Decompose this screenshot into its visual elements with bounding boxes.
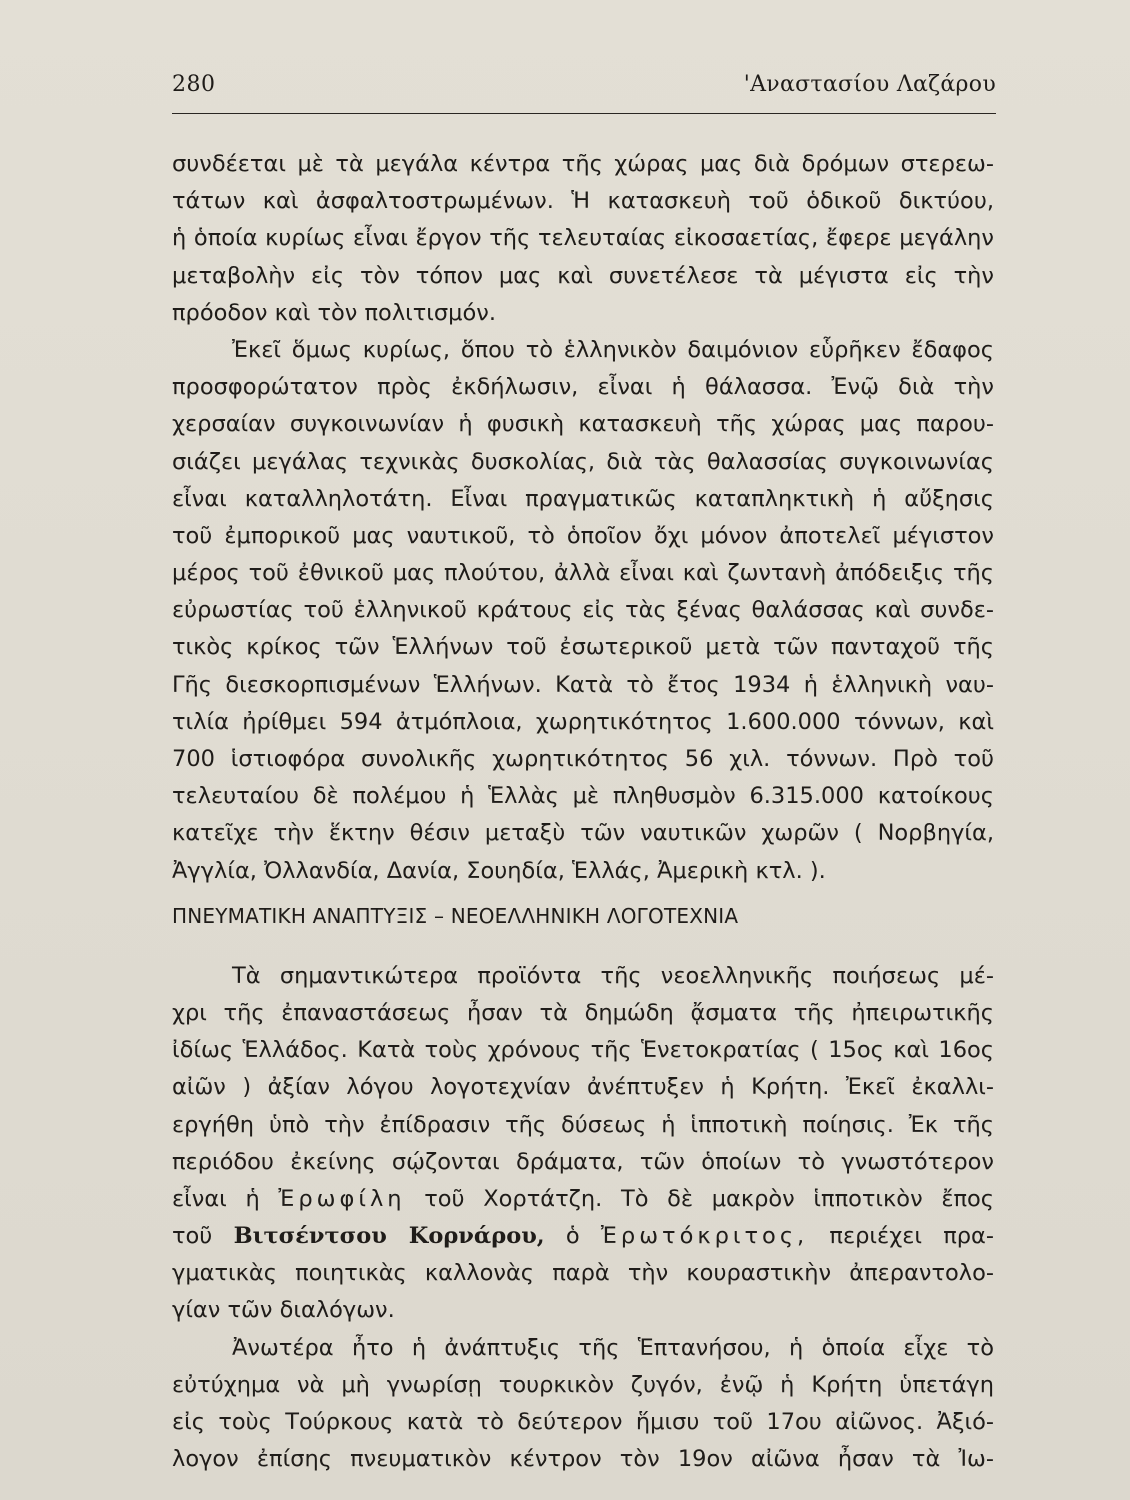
text-run: ὁ <box>544 1223 601 1250</box>
text-line: Ἀγγλία, Ὀλλανδία, Δανία, Σουηδία, Ἑλλάς, Ἀμερικὴ κτλ. ). <box>172 857 826 884</box>
text-line <box>172 1181 994 1218</box>
page-header <box>172 70 996 110</box>
text-line <box>172 1218 994 1255</box>
text-line: λογον ἐπίσης πνευματικὸν κέντρον τὸν 19ον αἰῶνα ἦσαν τὰ Ἰω- <box>172 1446 994 1473</box>
body-text <box>172 146 994 1478</box>
page-number: 280 <box>172 72 216 97</box>
text-line: περιόδου ἐκείνης σῴζονται δράματα, τῶν ὁποίων τὸ γνωστότερον <box>172 1148 994 1175</box>
paragraph-merchant-navy <box>172 332 994 890</box>
text-line: γίαν τῶν διαλόγων. <box>172 1297 395 1324</box>
text-line: εὐτύχημα νὰ μὴ γνωρίσῃ τουρκικὸν ζυγόν, ἐνῷ ἡ Κρήτη ὑπετάγη <box>172 1371 994 1398</box>
text-line: εργήθη ὑπὸ τὴν ἐπίδρασιν τῆς δύσεως ἡ ἱπποτικὴ ποίησις. Ἐκ τῆς <box>172 1111 994 1138</box>
text-line: συνδέεται μὲ τὰ μεγάλα κέντρα τῆς χώρας μας διὰ δρόμων στερεω- <box>172 151 994 177</box>
section-heading: ΠΝΕΥΜΑΤΙΚΗ ΑΝΑΠΤΥΞΙΣ – ΝΕΟΕΛΛΗΝΙΚΗ ΛΟΓΟΤΕΧΝΙΑ <box>172 903 739 928</box>
text-line: μέρος τοῦ ἐθνικοῦ μας πλούτου, ἀλλὰ εἶναι καὶ ζωντανὴ ἀπόδειξις τῆς <box>172 560 994 587</box>
text-line: 700 ἱστιοφόρα συνολικῆς χωρητικότητος 56 χιλ. τόννων. Πρὸ τοῦ <box>172 746 994 772</box>
text-line: εἰς τοὺς Τούρκους κατὰ τὸ δεύτερον ἥμισυ τοῦ 17ου αἰῶνος. Ἀξιό- <box>172 1409 994 1435</box>
paragraph-literature <box>172 958 994 1330</box>
text-line: χρι τῆς ἐπαναστάσεως ἦσαν τὰ δημώδη ᾄσματα τῆς ἠπειρωτικῆς <box>172 999 994 1026</box>
text-line: σιάζει μεγάλας τεχνικὰς δυσκολίας, διὰ τὰς θαλασσίας συγκοινωνίας <box>172 448 994 475</box>
text-run: περιέχει πρα- <box>808 1223 994 1250</box>
text-run: εἶναι ἡ <box>172 1185 279 1212</box>
running-title: 'Αναστασίου Λαζάρου <box>743 72 996 97</box>
header-rule <box>172 113 996 114</box>
text-line: Τὰ σημαντικώτερα προϊόντα τῆς νεοελληνικῆς ποιήσεως μέ- <box>232 962 994 989</box>
text-line: τάτων καὶ ἀσφαλτοστρωμένων. Ἡ κατασκευὴ τοῦ ὁδικοῦ δικτύου, <box>172 188 994 215</box>
text-line: Ἐκεῖ ὅμως κυρίως, ὅπου τὸ ἑλληνικὸν δαιμόνιον εὗρῆκεν ἔδαφος <box>232 336 994 363</box>
text-line: εἶναι καταλληλοτάτη. Εἶναι πραγματικῶς καταπληκτικὴ ἡ αὔξησις <box>172 485 994 512</box>
text-line: τιλία ἠρίθμει 594 ἀτμόπλοια, χωρητικότητος 1.600.000 τόννων, καὶ <box>172 708 994 735</box>
text-line: γματικὰς ποιητικὰς καλλονὰς παρὰ τὴν κουραστικὴν ἀπεραντολο- <box>172 1260 994 1287</box>
text-run: τοῦ Χορτάτζη. Τὸ δὲ μακρὸν ἱπποτικὸν ἔπος <box>405 1185 994 1212</box>
text-line: τελευταίου δὲ πολέμου ἡ Ἑλλὰς μὲ πληθυσμὸν 6.315.000 κατοίκους <box>172 783 994 810</box>
text-line: χερσαίαν συγκοινωνίαν ἡ φυσικὴ κατασκευὴ τῆς χώρας μας παρου- <box>172 411 994 438</box>
text-run: τοῦ <box>172 1223 234 1250</box>
paragraph-heptanese <box>172 1330 994 1479</box>
text-line: εὐρωστίας τοῦ ἑλληνικοῦ κράτους εἰς τὰς ξένας θαλάσσας καὶ συνδε- <box>172 597 994 624</box>
text-line: κατεῖχε τὴν ἕκτην θέσιν μεταξὺ τῶν ναυτικῶν χωρῶν ( Νορβηγία, <box>172 820 994 847</box>
work-title-erotokritos: Ἐρωτόκριτος, <box>600 1223 809 1250</box>
text-line: προσφορώτατον πρὸς ἐκδήλωσιν, εἶναι ἡ θάλασσα. Ἐνῷ διὰ τὴν <box>172 374 994 401</box>
paragraph-road-network <box>172 146 994 332</box>
text-line: Γῆς διεσκορπισμένων Ἑλλήνων. Κατὰ τὸ ἔτος 1934 ἡ ἑλληνικὴ ναυ- <box>172 671 994 698</box>
text-line: Ἀνωτέρα ἦτο ἡ ἀνάπτυξις τῆς Ἑπτανήσου, ἡ ὁποία εἶχε τὸ <box>232 1334 994 1361</box>
text-line: ἡ ὁποία κυρίως εἶναι ἔργον τῆς τελευταίας εἰκοσαετίας, ἔφερε μεγάλην <box>172 225 994 252</box>
text-line: ἰδίως Ἑλλάδος. Κατὰ τοὺς χρόνους τῆς Ἑνετοκρατίας ( 15ος καὶ 16ος <box>172 1037 994 1064</box>
text-line: τικὸς κρίκος τῶν Ἑλλήνων τοῦ ἐσωτερικοῦ μετὰ τῶν πανταχοῦ τῆς <box>172 634 994 661</box>
text-line: τοῦ ἐμπορικοῦ μας ναυτικοῦ, τὸ ὁποῖον ὄχι μόνον ἀποτελεῖ μέγιστον <box>172 522 994 549</box>
text-line: μεταβολὴν εἰς τὸν τόπον μας καὶ συνετέλεσε τὰ μέγιστα εἰς τὴν <box>172 262 994 289</box>
author-name: Βιτσέντσου Κορνάρου, <box>233 1223 545 1250</box>
work-title-erofili: Ἐρωφίλη <box>278 1185 406 1212</box>
text-line: αἰῶν ) ἀξίαν λόγου λογοτεχνίαν ἀνέπτυξεν ἡ Κρήτη. Ἐκεῖ ἐκαλλι- <box>172 1074 994 1101</box>
text-line: πρόοδον καὶ τὸν πολιτισμόν. <box>172 299 496 326</box>
